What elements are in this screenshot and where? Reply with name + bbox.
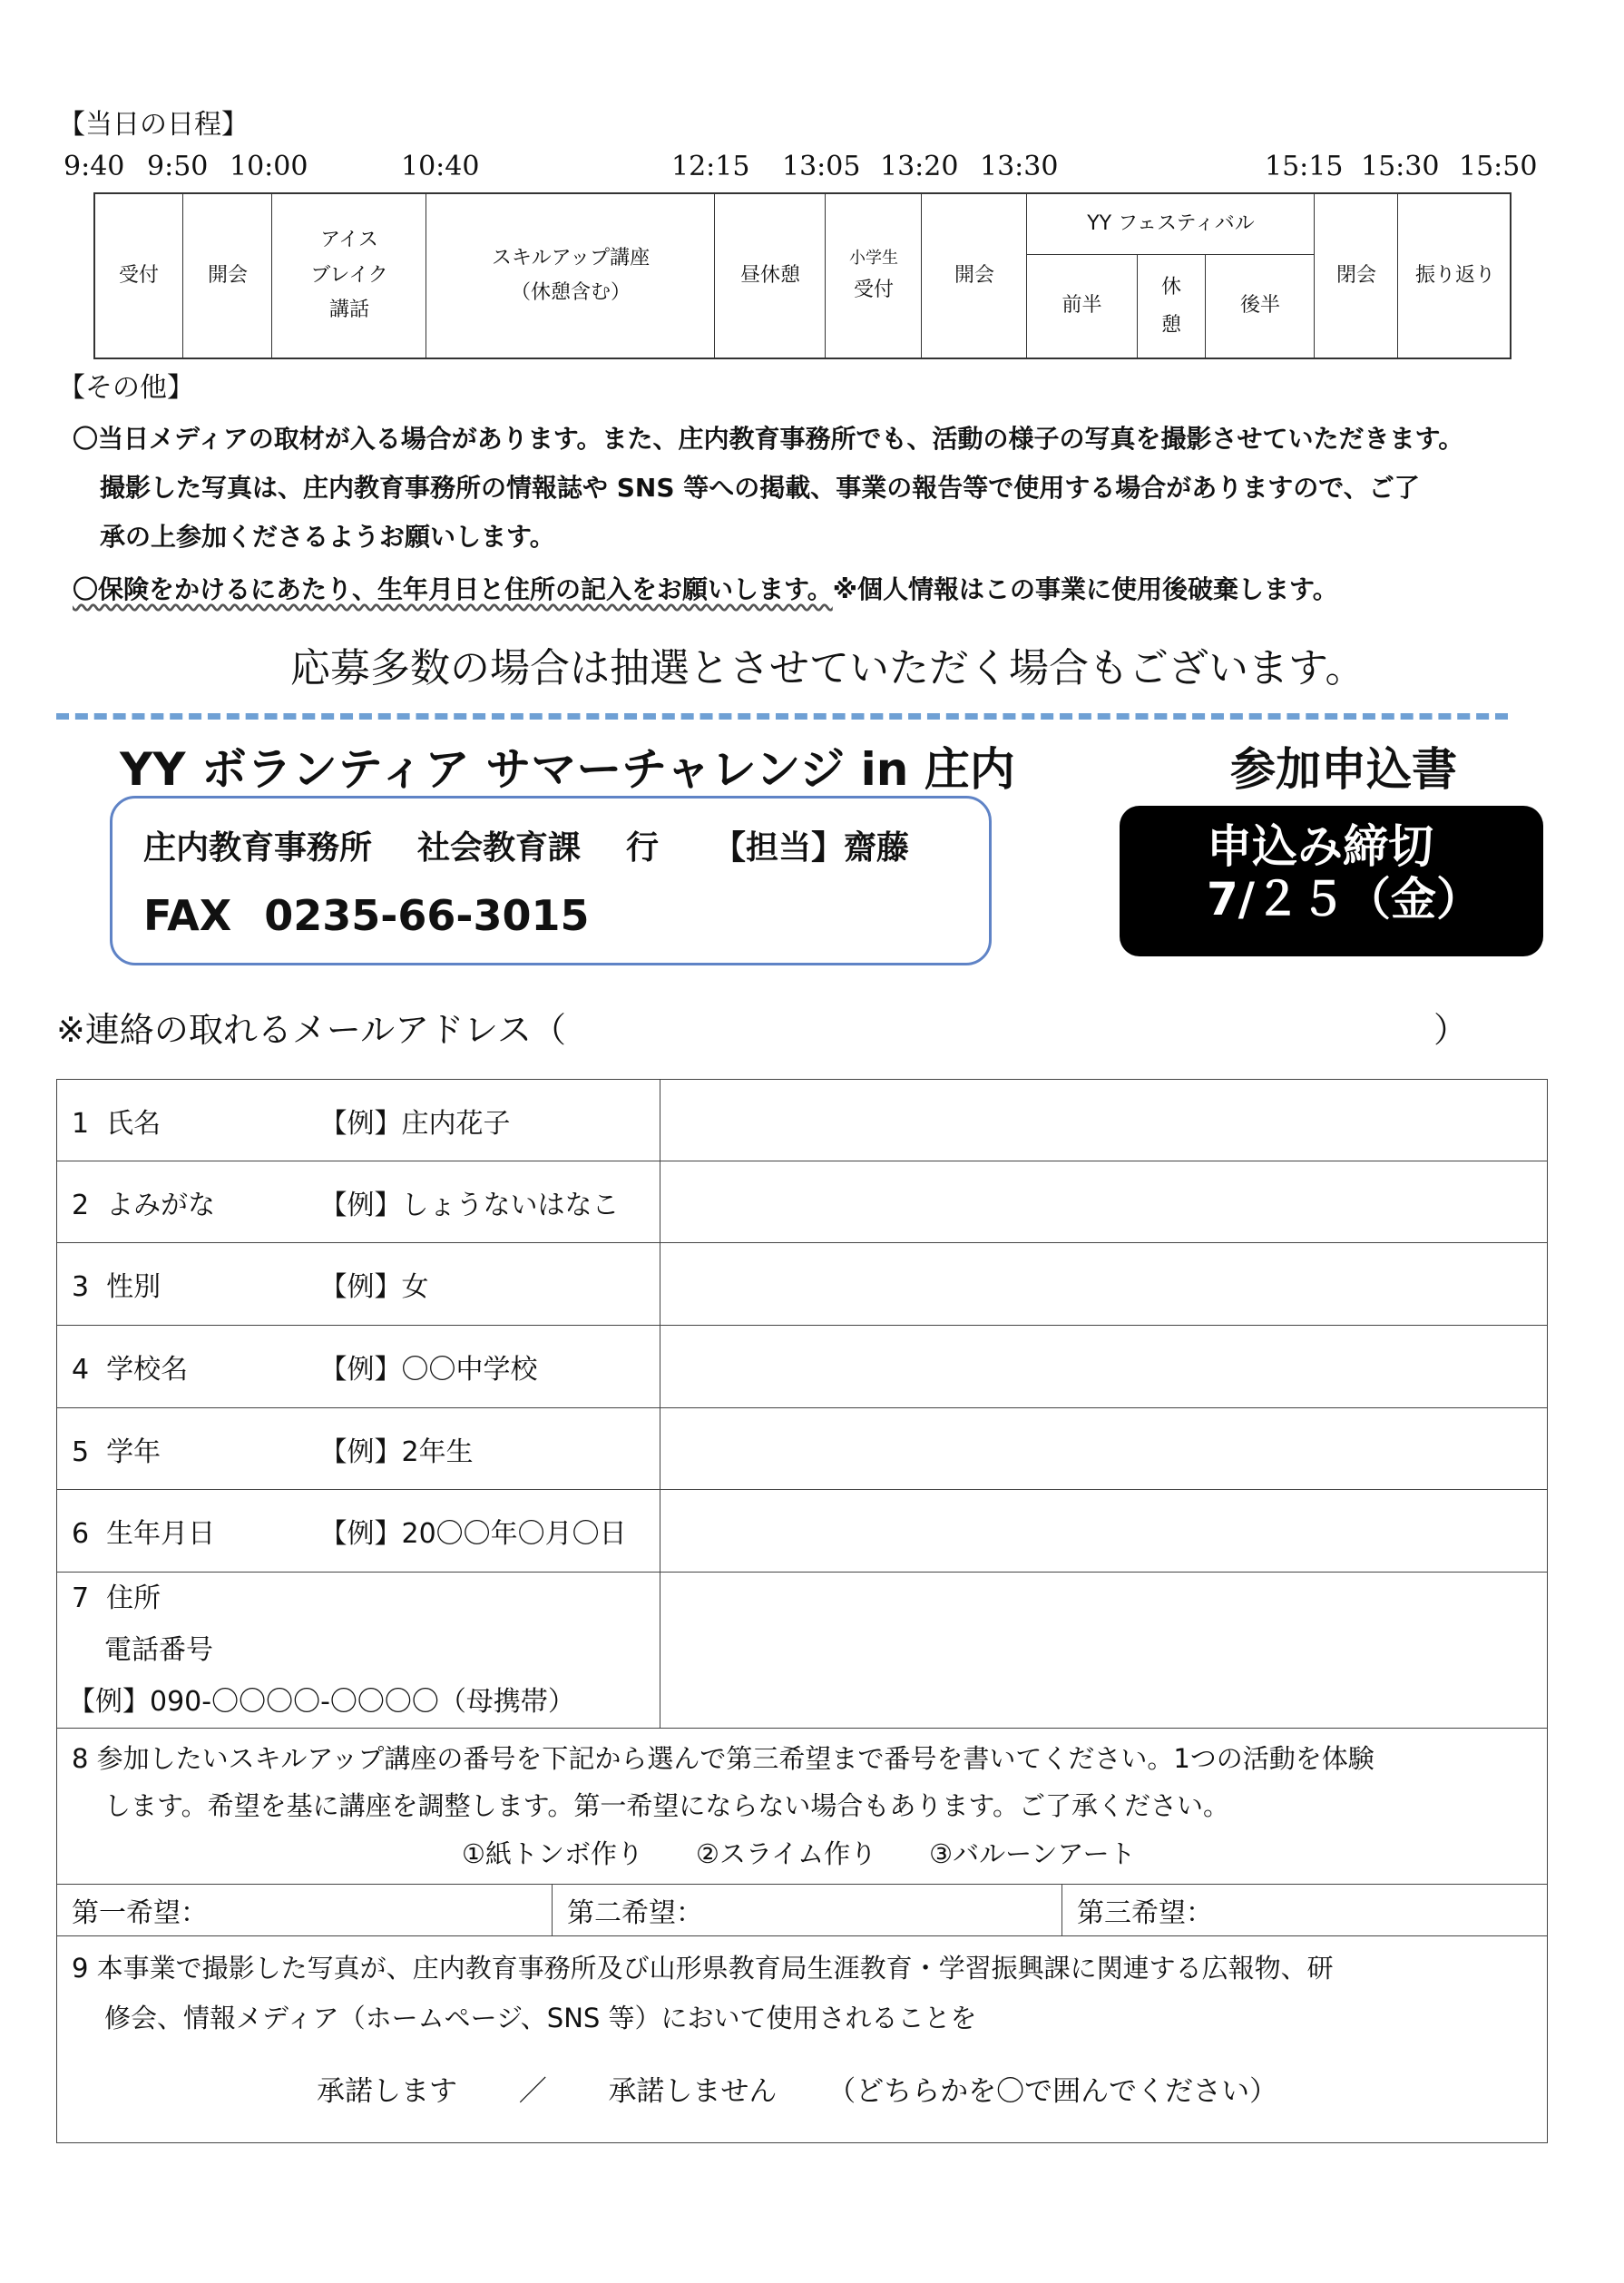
form-row bbox=[57, 1490, 1548, 1573]
form-label: 4 学校名 【例】〇〇中学校 bbox=[57, 1326, 660, 1408]
course-preference-section: 8 参加したいスキルアップ講座の番号を下記から選んで第三希望まで番号を書いてください。1つの活動を体験 します。希望を基に講座を調整します。第一希望にならない場合もあります。ご了承ください。 ①紙トンボ作り ②スライム作り ③バルーンアート bbox=[57, 1729, 1548, 1885]
form-title: YY ボランティア サマーチャレンジ in 庄内 bbox=[120, 743, 1015, 796]
time-label: 15:30 bbox=[1361, 151, 1440, 182]
form-row bbox=[57, 1729, 1548, 1885]
form-row bbox=[57, 1885, 1548, 1936]
form-row bbox=[57, 1326, 1548, 1408]
email-input[interactable] bbox=[590, 1000, 1424, 1045]
form-label: 5 学年 【例】2年生 bbox=[57, 1408, 660, 1490]
consent-disagree-option[interactable]: 承諾しません bbox=[608, 2075, 778, 2109]
form-row bbox=[57, 1408, 1548, 1490]
form-row bbox=[57, 1080, 1548, 1161]
photo-consent-section: 9 本事業で撮影した写真が、庄内教育事務所及び山形県教育局生涯教育・学習振興課に関連する広報物、研 修会、情報メディア（ホームページ、SNS 等）において使用されることを 承諾します ／ 承諾しません （どちらかを〇で囲んでください） bbox=[57, 1936, 1548, 2143]
form-label: 3 性別 【例】女 bbox=[57, 1243, 660, 1326]
time-label: 9:50 bbox=[147, 151, 209, 182]
schedule-cell-festival bbox=[1026, 194, 1315, 358]
time-label: 15:15 bbox=[1265, 151, 1344, 182]
note-line: 撮影した写真は、庄内教育事務所の情報誌や SNS 等への掲載、事業の報告等で使用する場合がありますので、ご了 bbox=[100, 473, 1420, 503]
lottery-notice: 応募多数の場合は抽選とさせていただく場合もございます。 bbox=[290, 645, 1365, 691]
festival-first-half: 前半 bbox=[1061, 294, 1102, 318]
birthdate-input[interactable] bbox=[660, 1490, 1547, 1573]
cut-line bbox=[56, 713, 1508, 720]
email-label: ※連絡の取れるメールアドレス（ bbox=[56, 1010, 566, 1050]
festival-label: YY フェスティバル bbox=[1027, 194, 1315, 255]
name-input[interactable] bbox=[660, 1080, 1547, 1161]
schedule-cell-opening-2: 開会 bbox=[921, 194, 1027, 358]
schedule-cell-review: 振り返り bbox=[1397, 194, 1512, 358]
form-row bbox=[57, 1936, 1548, 2143]
email-close-paren: ） bbox=[1433, 1010, 1469, 1050]
first-choice-field[interactable]: 第一希望： bbox=[57, 1885, 553, 1935]
insurance-note: 〇保険をかけるにあたり、生年月日と住所の記入をお願いします。 bbox=[73, 574, 833, 604]
fax-line: FAX 0235-66-3015 bbox=[143, 891, 590, 940]
third-choice-field[interactable]: 第三希望： bbox=[1077, 1897, 1213, 1929]
form-row bbox=[57, 1161, 1548, 1243]
preference-choices bbox=[57, 1885, 1548, 1936]
festival-break: 休 憩 bbox=[1137, 255, 1206, 358]
form-label: 7 住所 電話番号 【例】090-〇〇〇〇-〇〇〇〇（母携帯） bbox=[57, 1573, 660, 1729]
deadline-label: 申込み締切 bbox=[1207, 820, 1433, 873]
schedule-cell-elementary-reception: 小学生 受付 bbox=[825, 194, 922, 358]
time-label: 13:30 bbox=[980, 151, 1059, 182]
time-label: 10:40 bbox=[401, 151, 480, 182]
time-label: 10:00 bbox=[230, 151, 308, 182]
fax-address-box bbox=[110, 796, 992, 965]
grade-input[interactable] bbox=[660, 1408, 1547, 1490]
consent-instruction: （どちらかを〇で囲んでください） bbox=[827, 2075, 1278, 2109]
festival-second-half: 後半 bbox=[1239, 294, 1280, 318]
note-line: 承の上参加くださるようお願いします。 bbox=[100, 522, 555, 552]
form-label: 2 よみがな 【例】しょうないはなこ bbox=[57, 1161, 660, 1243]
schedule-cell-reception: 受付 bbox=[118, 263, 159, 287]
reading-input[interactable] bbox=[660, 1161, 1547, 1243]
schedule-heading: 【当日の日程】 bbox=[58, 109, 249, 141]
note-line bbox=[73, 570, 1338, 606]
time-label: 9:40 bbox=[64, 151, 125, 182]
form-row bbox=[57, 1243, 1548, 1326]
form-subtitle: 参加申込書 bbox=[1230, 743, 1457, 796]
other-heading: 【その他】 bbox=[58, 372, 194, 404]
consent-agree-option[interactable]: 承諾します bbox=[317, 2075, 457, 2109]
fax-number: 0235-66-3015 bbox=[264, 891, 590, 940]
course-options: ①紙トンボ作り ②スライム作り ③バルーンアート bbox=[462, 1837, 1136, 1869]
deadline-box bbox=[1120, 806, 1543, 956]
school-input[interactable] bbox=[660, 1326, 1547, 1408]
address-phone-input[interactable] bbox=[660, 1573, 1547, 1729]
time-label: 13:05 bbox=[782, 151, 861, 182]
note-line: 〇当日メディアの取材が入る場合があります。また、庄内教育事務所でも、活動の様子の写真を撮影させていただきます。 bbox=[73, 424, 1464, 454]
privacy-note: ※個人情報はこの事業に使用後破棄します。 bbox=[832, 574, 1338, 604]
consent-slash: ／ bbox=[518, 2075, 547, 2109]
schedule-cell-skillup: スキルアップ講座 （休憩含む） bbox=[426, 194, 715, 358]
application-form bbox=[56, 1079, 1548, 2143]
form-label: 1 氏名 【例】庄内花子 bbox=[57, 1080, 660, 1161]
time-label: 13:20 bbox=[880, 151, 959, 182]
second-choice-field[interactable]: 第二希望： bbox=[553, 1885, 1062, 1935]
schedule-cell-icebreak: アイス ブレイク 講話 bbox=[271, 194, 426, 358]
time-label: 12:15 bbox=[671, 151, 750, 182]
schedule-cell-opening: 開会 bbox=[182, 194, 272, 358]
form-label: 6 生年月日 【例】20〇〇年〇月〇日 bbox=[57, 1490, 660, 1573]
schedule-times bbox=[0, 151, 1624, 187]
schedule-table bbox=[93, 192, 1511, 359]
time-label: 15:50 bbox=[1459, 151, 1538, 182]
recipient-line: 庄内教育事務所 社会教育課 行 【担当】齋藤 bbox=[143, 829, 910, 867]
deadline-date: 7/２５（金） bbox=[1207, 873, 1482, 926]
schedule-cell-lunch: 昼休憩 bbox=[714, 194, 826, 358]
form-row bbox=[57, 1573, 1548, 1729]
gender-input[interactable] bbox=[660, 1243, 1547, 1326]
schedule-cell-closing: 閉会 bbox=[1314, 194, 1398, 358]
